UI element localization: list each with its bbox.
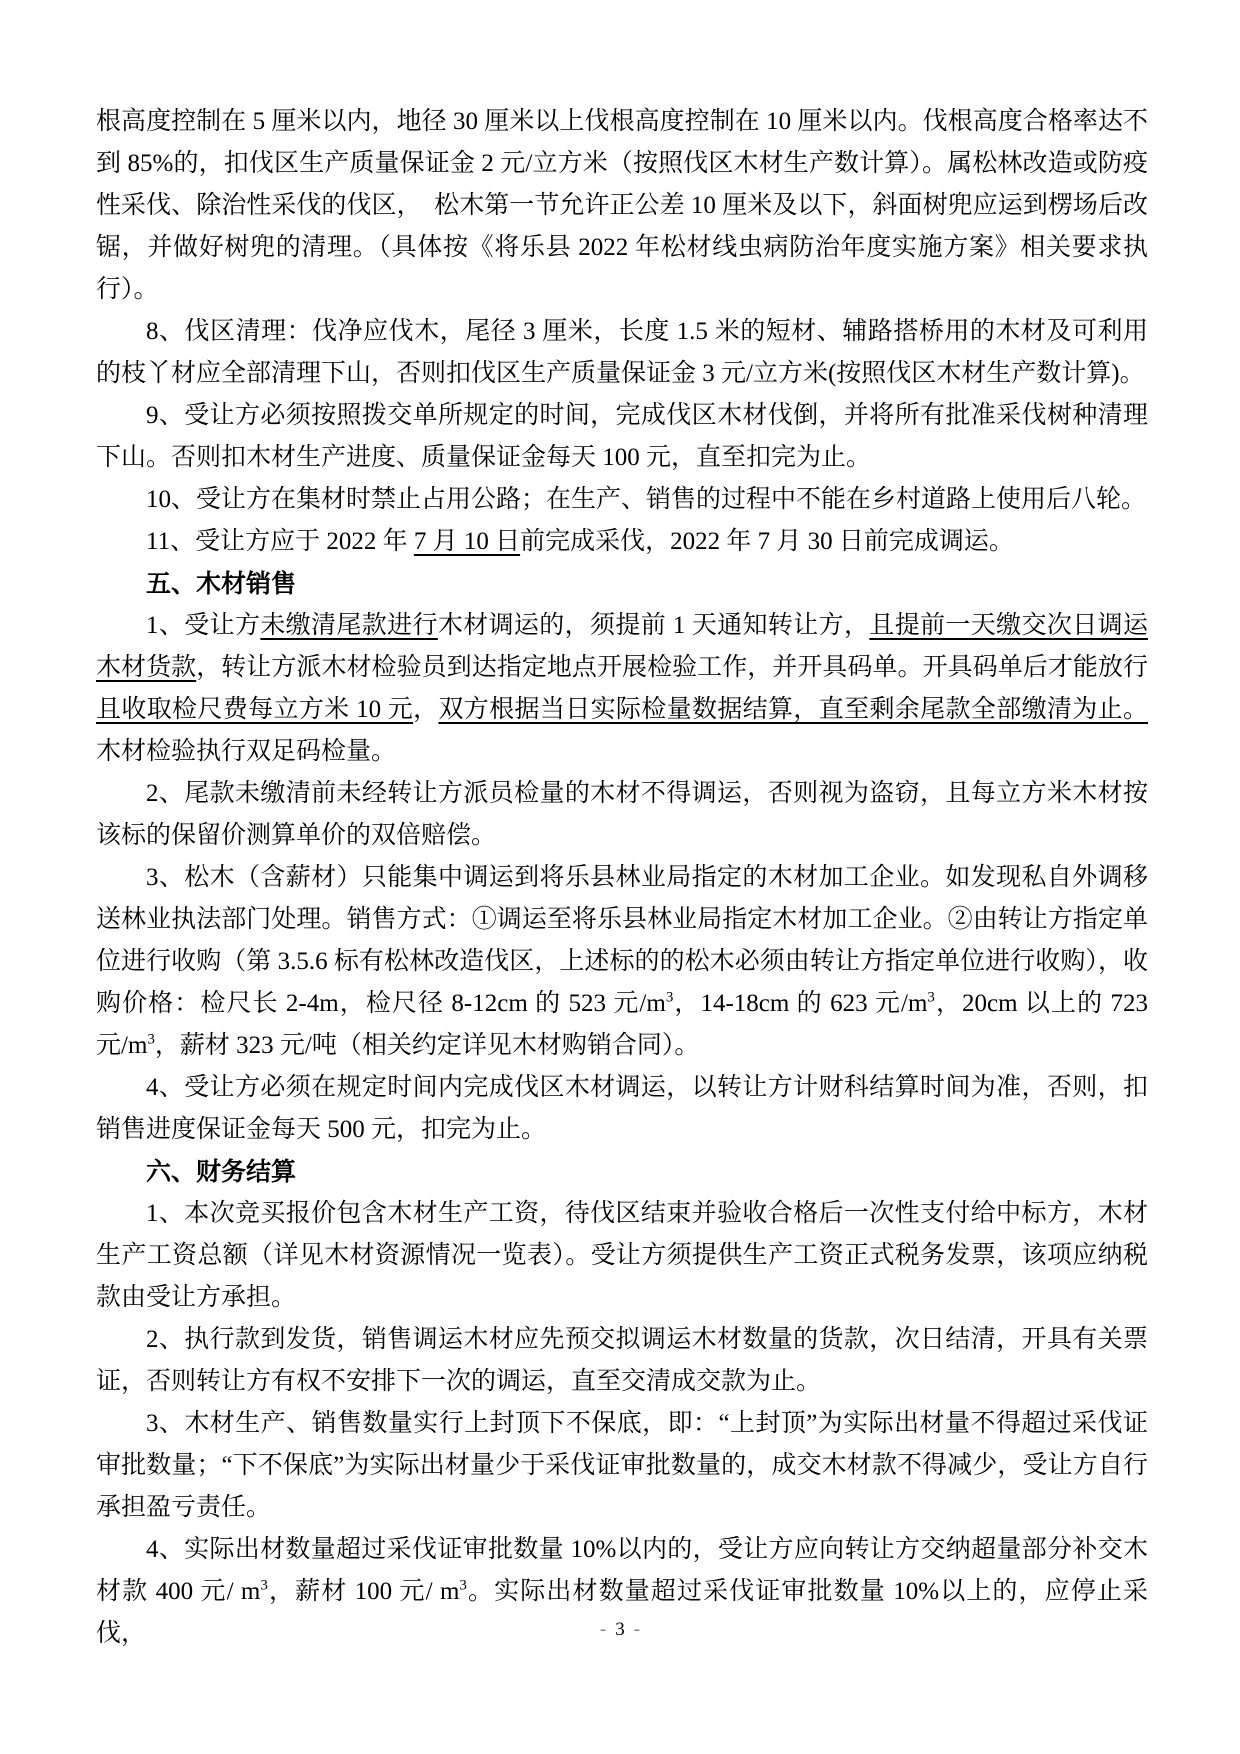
text-run: 2、执行款到发货，销售调运木材应先预交拟调运木材数量的货款，次日结清，开具有关票证，否则转让方有权不安排下一次的调运，直至交清成交款为止。 bbox=[96, 1326, 1148, 1395]
text-run: 9、受让方必须按照拨交单所规定的时间，完成伐区木材伐倒，并将所有批准采伐树种清理下山。否则扣木材生产进度、质量保证金每天 100 元，直至扣完为止。 bbox=[96, 402, 1148, 471]
superscript-text: 3 bbox=[665, 989, 674, 1006]
text-run: 10、受让方在集材时禁止占用公路；在生产、销售的过程中不能在乡村道路上使用后八轮。 bbox=[146, 486, 1147, 513]
superscript-text: 3 bbox=[459, 1577, 467, 1594]
text-run: 前完成采伐，2022 年 7 月 30 日前完成调运。 bbox=[520, 528, 1014, 555]
footer-dash-left: - bbox=[599, 1619, 607, 1640]
finance-item-2 bbox=[96, 1319, 1148, 1403]
text-run: 根高度控制在 5 厘米以内，地径 30 厘米以上伐根高度控制在 10 厘米以内。伐根高度合格率达不到 85%的，扣伐区生产质量保证金 2 元/立方米（按照伐区木材生产数计算）。属松林改造或防疫性采伐、除治性采伐的伐区， 松木第一节允许正公差 10 厘米及以下，斜面树兜应运到楞场后改锯，并做好树兜的清理。（具体按《将乐县 2022 年松材线虫病防治年度实施方案》相关要求执行）。 bbox=[96, 108, 1148, 303]
sales-item-1 bbox=[96, 605, 1148, 773]
text-run: ，转让方派木材检验员到达指定地点开展检验工作，并开具码单。开具码单后才能放行 bbox=[196, 654, 1148, 681]
text-run: ， bbox=[413, 696, 439, 723]
text-run: 4、实际出材数量超过采伐证审批数量 10%以内的，受让方应向转让方交纳超量部分补交木材款 400 元/ m bbox=[96, 1536, 1148, 1605]
text-run: 4、受让方必须在规定时间内完成伐区木材调运，以转让方计财科结算时间为准，否则，扣销售进度保证金每天 500 元，扣完为止。 bbox=[96, 1074, 1148, 1143]
finance-item-1 bbox=[96, 1193, 1148, 1319]
text-run: 3、木材生产、销售数量实行上封顶下不保底，即：“上封顶”为实际出材量不得超过采伐证审批数量；“下不保底”为实际出材量少于采伐证审批数量的，成交木材款不得减少，受让方自行承担盈亏责任。 bbox=[96, 1410, 1148, 1521]
page-number: 3 bbox=[615, 1619, 625, 1640]
underlined-text: 未缴清尾款进行 bbox=[260, 612, 438, 639]
text-run: ，20cm 以上的 723 元/m bbox=[96, 990, 1148, 1059]
text-run: 1、受让方 bbox=[146, 612, 261, 639]
heading-section-5-timber-sales bbox=[96, 563, 1148, 605]
text-run: 六、财务结算 bbox=[146, 1158, 297, 1186]
heading-section-6-financial-settlement bbox=[96, 1151, 1148, 1193]
item-11-completion-dates bbox=[96, 521, 1148, 563]
footer-dash-right: - bbox=[633, 1619, 641, 1640]
continued-paragraph bbox=[96, 101, 1148, 311]
text-run: ，薪材 100 元/ m bbox=[267, 1578, 460, 1605]
text-run: 。实际出材数量超过采伐证审批数量 10%以上的，应停止采伐， bbox=[96, 1578, 1148, 1647]
text-run: 五、木材销售 bbox=[146, 570, 297, 598]
text-run: 木材调运的，须提前 1 天通知转让方， bbox=[437, 612, 870, 639]
document-body bbox=[96, 101, 1148, 1655]
underlined-text: 双方根据当日实际检量数据结算，直至剩余尾款全部缴清为止。 bbox=[438, 696, 1148, 723]
superscript-text: 3 bbox=[927, 989, 935, 1006]
finance-item-3 bbox=[96, 1403, 1148, 1529]
page-footer bbox=[0, 1616, 1240, 1644]
text-run: 8、伐区清理：伐净应伐木，尾径 3 厘米，长度 1.5 米的短材、辅路搭桥用的木材及可利用的枝丫材应全部清理下山，否则扣伐区生产质量保证金 3 元/立方米(按照伐区木材生产数计算)。 bbox=[96, 318, 1148, 387]
text-run: ，薪材 323 元/吨（相关约定详见木材购销合同）。 bbox=[154, 1032, 700, 1059]
text-run: ，14-18cm 的 623 元/m bbox=[673, 990, 928, 1017]
sales-item-4 bbox=[96, 1067, 1148, 1151]
item-9-felling-deadline bbox=[96, 395, 1148, 479]
text-run: 3、松木（含薪材）只能集中调运到将乐县林业局指定的木材加工企业。如发现私自外调移送林业执法部门处理。销售方式：①调运至将乐县林业局指定木材加工企业。②由转让方指定单位进行收购（第 3.5.6 标有松林改造伐区，上述标的的松木必须由转让方指定单位进行收购），收购价格：检尺长 2-4m，检尺径 8-12cm 的 523 元/m bbox=[96, 864, 1148, 1017]
item-10-road-usage bbox=[96, 479, 1148, 521]
text-run: 木材检验执行双足码检量。 bbox=[96, 738, 397, 765]
underlined-text: 7 月 10 日 bbox=[413, 528, 521, 555]
text-run: 11、受让方应于 2022 年 bbox=[146, 528, 414, 555]
sales-item-3 bbox=[96, 857, 1148, 1067]
item-8-felling-area-cleanup bbox=[96, 311, 1148, 395]
text-run: 1、本次竞买报价包含木材生产工资，待伐区结束并验收合格后一次性支付给中标方，木材生产工资总额（详见木材资源情况一览表）。受让方须提供生产工资正式税务发票，该项应纳税款由受让方承担。 bbox=[96, 1200, 1148, 1311]
text-run: 2、尾款未缴清前未经转让方派员检量的木材不得调运，否则视为盗窃，且每立方米木材按该标的保留价测算单价的双倍赔偿。 bbox=[96, 780, 1148, 849]
superscript-text: 3 bbox=[260, 1577, 268, 1594]
underlined-text: 且收取检尺费每立方米 10 元 bbox=[96, 696, 414, 723]
sales-item-2 bbox=[96, 773, 1148, 857]
underlined-text: 且提前一天缴交次日调运木材货款 bbox=[96, 612, 1148, 681]
superscript-text: 3 bbox=[147, 1031, 155, 1048]
